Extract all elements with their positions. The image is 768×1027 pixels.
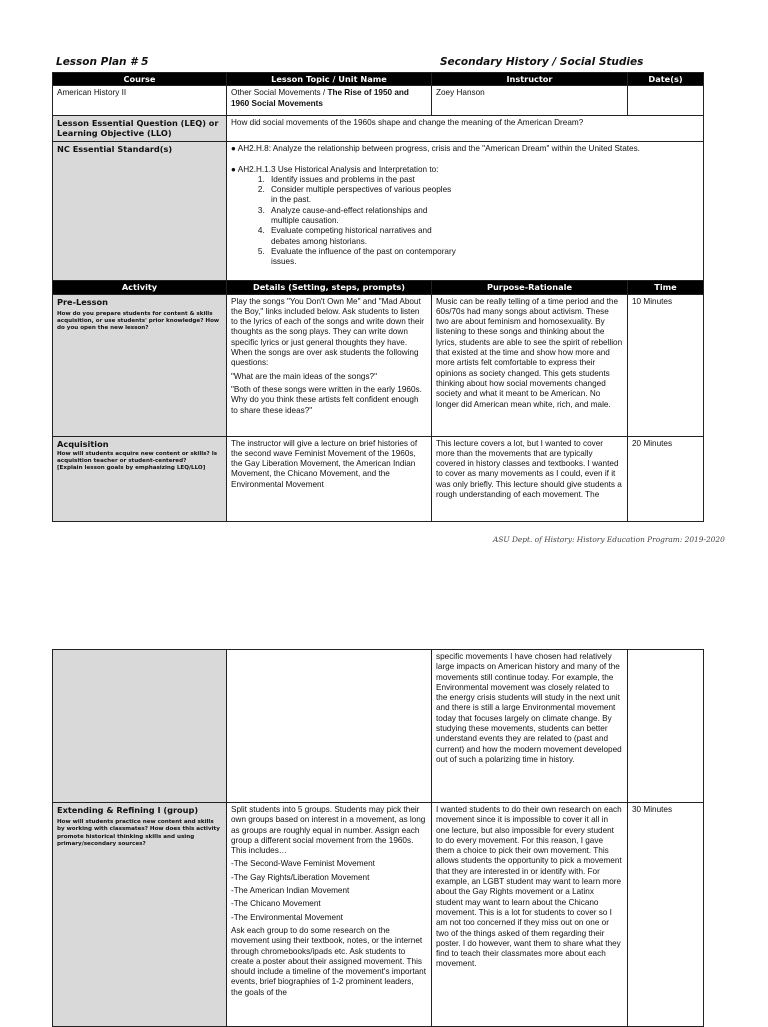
prelesson-question-2: "Both of these songs were written in the early 1960s. Why do you think these artists felt confident enough to share these ideas?" [231, 384, 422, 415]
purpose-header: Purpose-Rationale [432, 281, 628, 294]
movement-item: -The Gay Rights/Liberation Movement [231, 872, 370, 882]
course-header: Course [53, 73, 227, 86]
extending-details-intro: Split students into 5 groups. Students may pick their own groups based on interest in a movement, as long as groups are roughly equal in number. Assign each group a different social movement from the 1960s. This includes… [231, 805, 426, 856]
prelesson-question-1: "What are the main ideas of the songs?" [231, 371, 377, 381]
prelesson-time: 10 Minutes [628, 294, 704, 436]
nces-skill-item: 1. Identify issues and problems in the past [267, 175, 457, 185]
topic-bold: The Rise of 1950 and 1960 Social Movements [231, 88, 409, 108]
leq-label: Lesson Essential Question (LEQ) or Learning Objective (LLO) [53, 116, 227, 142]
prelesson-purpose: Music can be really telling of a time period and the 60s/70s had many songs about activism. These two are about feminism and homosexuality. By listening to these songs and thinking about the lyrics, students are able to see the spirit of rebellion that existed at the time and show how more and more artists felt comfortable to express their opinions as society changed. This gets students thinking about how social movements changed society and what it meant to be American. No longer did American mean white, rich, and male. [432, 294, 628, 436]
movement-item: -The American Indian Movement [231, 886, 350, 896]
topic-plain: Other Social Movements / [231, 88, 328, 98]
activity-header: Activity [53, 281, 227, 294]
prelesson-activity [53, 294, 227, 436]
continued-activity [53, 650, 227, 803]
nces-skill-item: 2. Consider multiple perspectives of various peoples in the past. [267, 185, 457, 206]
continued-row [53, 650, 704, 803]
activity-header-row [53, 281, 704, 294]
lesson-plan-table-continued [52, 649, 704, 1027]
continued-time [628, 650, 704, 803]
topic-header: Lesson Topic / Unit Name [227, 73, 432, 86]
prelesson-details [227, 294, 432, 436]
acquisition-prompt-2: [Explain lesson goals by emphasizing LEQ/LLO] [57, 465, 206, 472]
extending-row [53, 803, 704, 1027]
acquisition-purpose: This lecture covers a lot, but I wanted to cover more than the movements that are typically covered in history classes and textbooks. I wanted to cover as many movements as I could, even if it was only briefly. This lecture should give students a rough understanding of each movement. The [432, 436, 628, 521]
movement-item: -The Environmental Movement [231, 912, 343, 922]
subject-heading: Secondary History / Social Studies [440, 56, 644, 68]
movement-item: -The Chicano Movement [231, 899, 321, 909]
acquisition-prompt: How will students acquire new content or skills? Is acquisition teacher or student-centered? [57, 450, 218, 464]
prelesson-prompt: How do you prepare students for content & skills acquisition, or use students' prior knowledge? How do you open the new lesson? [57, 310, 220, 332]
extending-label: Extending & Refining I (group) [57, 805, 199, 815]
nces-skill-item: 5. Evaluate the influence of the past on contemporary issues. [267, 247, 457, 268]
continued-details [227, 650, 432, 803]
instructor-header: Instructor [432, 73, 628, 86]
lesson-plan-table [52, 72, 704, 522]
nces-standard-2: ● AH2.H.1.3 Use Historical Analysis and Interpretation to: [231, 164, 439, 174]
course-header-row [53, 73, 704, 86]
course-value: American History II [53, 86, 227, 116]
continued-purpose: specific movements I have chosen had relatively large impacts on American history and many of the movements still continue today. For example, the Environmental movement was closely related to the energy crisis students will study in the next unit and there is still a large Environmental movement today that focuses largely on climate change. By studying these movements, students can better understand events they are related to (past and current) and how the modern movement developed out of such a polarizing time in history. [432, 650, 628, 803]
dates-header: Date(s) [628, 73, 704, 86]
extending-activity [53, 803, 227, 1027]
prelesson-label: Pre-Lesson [57, 296, 108, 307]
extending-purpose: I wanted students to do their own research on each movement since it is impossible to cover it all in one lecture, but also impossible for every student to do every movement. For this reason, I gave them a choice to pick their own movement. This allows students the opportunity to pick a movement that they are interested in or identify with. For example, an LGBT student may want to learn more about the Gay Rights movement or a Latinx student may want to learn about the Chicano movement. This is a lot for students to cover so I am not too concerned if they miss out on one or two of the things asked of them regarding their poster. I do however, want them to share what they find to teach their classmates more about each movement. [432, 803, 628, 1027]
nces-content [227, 142, 704, 281]
extending-time: 30 Minutes [628, 803, 704, 1027]
nces-skill-item: 4. Evaluate competing historical narratives and debates among historians. [267, 226, 457, 247]
acquisition-time: 20 Minutes [628, 436, 704, 521]
course-info-row [53, 86, 704, 116]
nces-label: NC Essential Standard(s) [53, 142, 227, 281]
prelesson-details-text: Play the songs "You Don't Own Me" and "Mad About the Boy," links included below. Ask students to listen to the lyrics of each of the songs and write down their thoughts as the song plays. They can write down specific lyrics or just general thoughts they have. When the songs are over ask students the following questions: [231, 296, 424, 368]
extending-details [227, 803, 432, 1027]
movement-item: -The Second-Wave Feminist Movement [231, 859, 375, 869]
prelesson-row [53, 294, 704, 436]
page-footer: ASU Dept. of History: History Education Program: 2019-2020 [493, 535, 725, 544]
details-header: Details (Setting, steps, prompts) [227, 281, 432, 294]
acquisition-row [53, 436, 704, 521]
acquisition-details: The instructor will give a lecture on brief histories of the second wave Feminist Movement of the 1960s, the Gay Liberation Movement, the American Indian Movement, the Chicano Movement, and the Environmental Movement [227, 436, 432, 521]
nces-row [53, 142, 704, 281]
time-header: Time [628, 281, 704, 294]
nces-standard-1: ● AH2.H.8: Analyze the relationship between progress, crisis and the "American Dream" within the United States. [231, 144, 640, 154]
instructor-value: Zoey Hanson [432, 86, 628, 116]
nces-skill-list [231, 175, 457, 268]
extending-details-outro: Ask each group to do some research on the movement using their textbook, notes, or the internet through chromebooks/ipads etc. Ask students to create a poster about their assigned movement. This should include a timeline of the movement's important events, brief biographies of 1-2 prominent leaders, the goals of the [231, 925, 426, 997]
nces-skill-item: 3. Analyze cause-and-effect relationships and multiple causation. [267, 206, 457, 227]
topic-value [227, 86, 432, 116]
acquisition-label: Acquisition [57, 438, 109, 449]
lesson-plan-number: Lesson Plan # 5 [56, 56, 149, 68]
date-value [628, 86, 704, 116]
leq-row [53, 116, 704, 142]
acquisition-activity [53, 436, 227, 521]
extending-prompt: How will students practice new content and skills by working with classmates? How does this activity promote historical thinking skills and using primary/secondary sources? [57, 819, 220, 848]
leq-text: How did social movements of the 1960s shape and change the meaning of the American Dream? [227, 116, 704, 142]
